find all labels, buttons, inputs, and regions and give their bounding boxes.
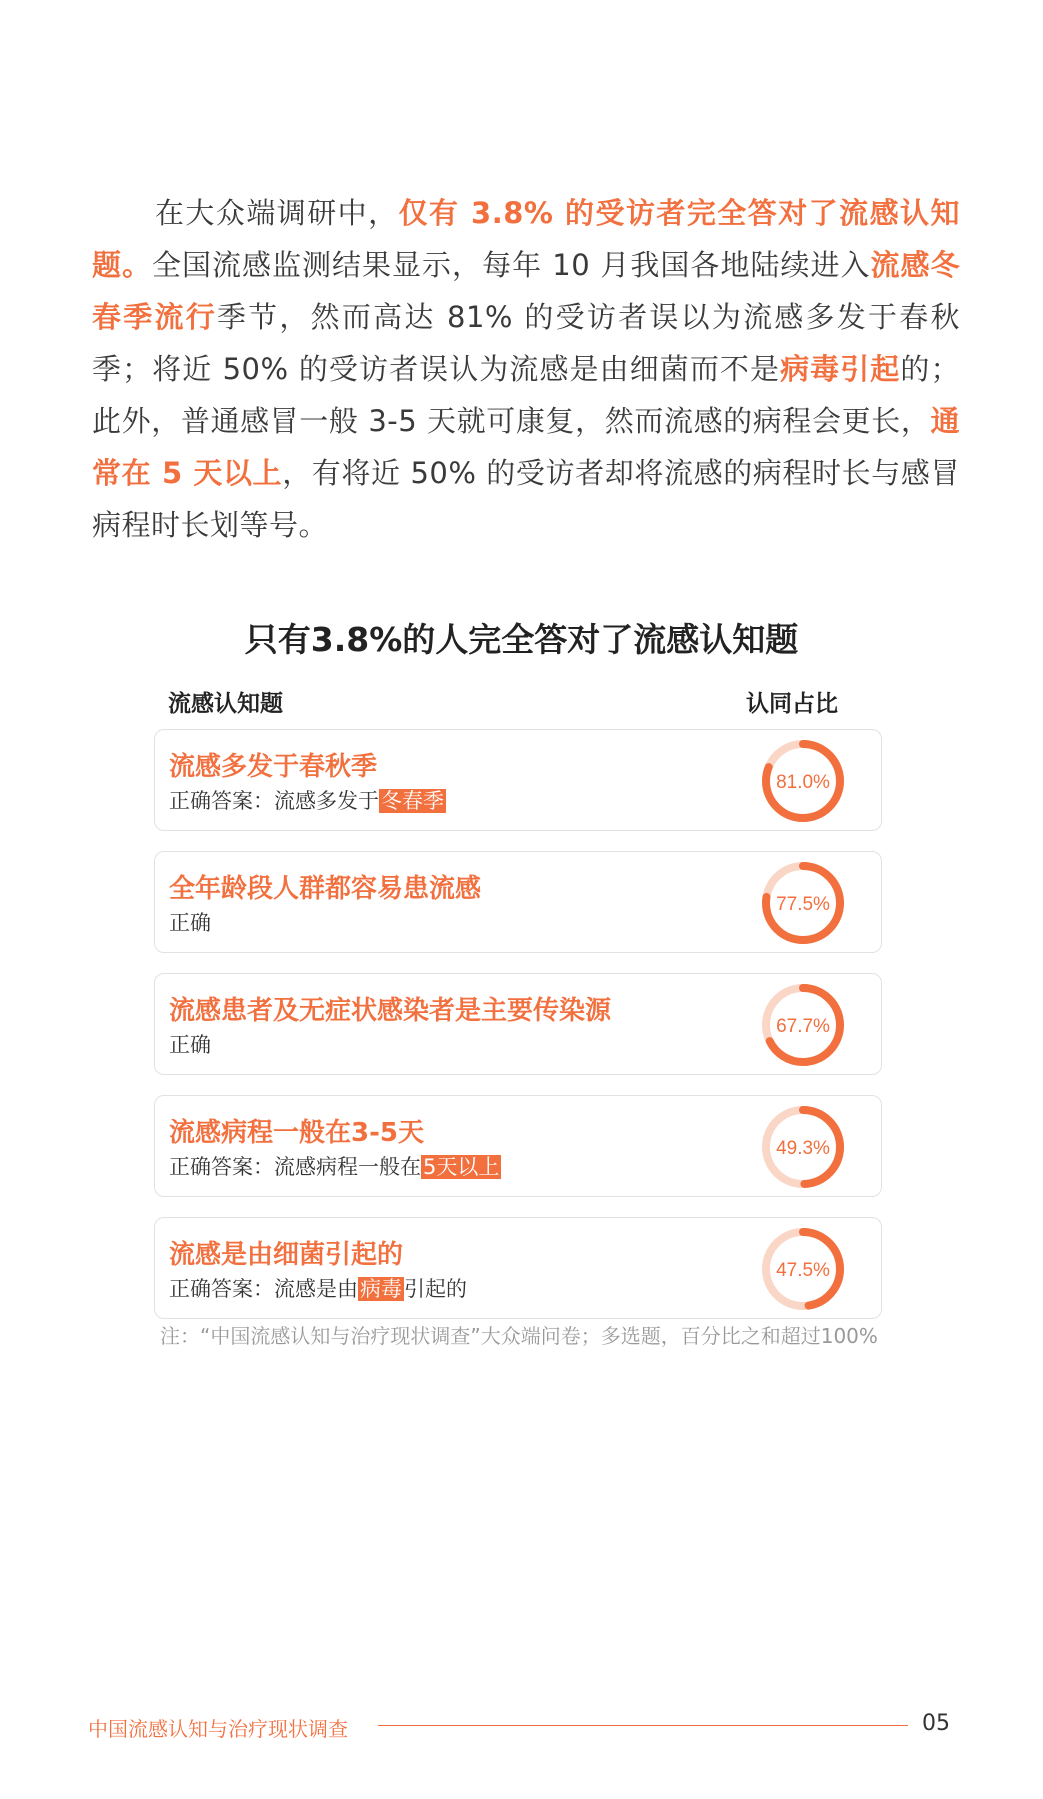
quiz-question: 流感是由细菌引起的 bbox=[169, 1240, 404, 1270]
intro-text-4: 的；此外，普通感冒一般 3-5 天就可康复，然而流感的病程会更长， bbox=[92, 352, 960, 438]
footer-divider bbox=[378, 1725, 908, 1726]
footer-report-title: 中国流感认知与治疗现状调查 bbox=[88, 1717, 348, 1741]
intro-highlight-1: 仅有 3.8% 的受访者完全答对了流感认知题。 bbox=[92, 196, 960, 282]
donut-percent-label: 81.0% bbox=[776, 772, 830, 793]
answer-text-suffix: 引起的 bbox=[404, 1277, 467, 1301]
correct-answer bbox=[169, 1029, 211, 1059]
correct-answer bbox=[169, 1151, 501, 1181]
answer-highlight: 病毒 bbox=[360, 1277, 402, 1301]
percent-donut bbox=[760, 738, 846, 824]
answer-highlight: 冬春季 bbox=[381, 789, 444, 813]
donut-percent-label: 67.7% bbox=[776, 1016, 830, 1037]
answer-text: 正确答案：流感多发于 bbox=[169, 789, 379, 813]
answer-text: 正确 bbox=[169, 1033, 211, 1057]
page-number: 05 bbox=[922, 1711, 950, 1736]
intro-text-3: 季节，然而高达 81% 的受访者误以为流感多发于春秋季；将近 50% 的受访者误认为流感是由细菌而不是 bbox=[92, 300, 960, 386]
answer-text: 正确答案：流感病程一般在 bbox=[169, 1155, 421, 1179]
quiz-card bbox=[154, 1095, 882, 1197]
chart-title: 只有3.8%的人完全答对了流感认知题 bbox=[244, 620, 799, 659]
quiz-card bbox=[154, 1217, 882, 1319]
correct-answer bbox=[169, 907, 211, 937]
intro-paragraph bbox=[92, 187, 960, 551]
percent-donut bbox=[760, 1226, 846, 1312]
intro-text-5: ，有将近 50% 的受访者却将流感的病程时长与感冒病程时长划等号。 bbox=[92, 456, 960, 542]
answer-highlight: 5天以上 bbox=[423, 1155, 500, 1179]
intro-highlight-4: 通常在 5 天以上 bbox=[92, 404, 960, 490]
intro-highlight-2: 流感冬春季流行 bbox=[92, 248, 960, 334]
quiz-question: 流感患者及无症状感染者是主要传染源 bbox=[169, 996, 612, 1026]
quiz-question: 流感多发于春秋季 bbox=[169, 752, 378, 782]
footnote: 注：“中国流感认知与治疗现状调查”大众端问卷；多选题，百分比之和超过100% bbox=[160, 1324, 878, 1348]
donut-percent-label: 49.3% bbox=[776, 1138, 830, 1159]
intro-text-1: 在大众端调研中， bbox=[154, 196, 399, 230]
answer-text: 正确 bbox=[169, 911, 211, 935]
percent-donut bbox=[760, 1104, 846, 1190]
donut-percent-label: 77.5% bbox=[776, 894, 830, 915]
column-header-percent: 认同占比 bbox=[746, 691, 838, 717]
quiz-card bbox=[154, 973, 882, 1075]
column-header-question: 流感认知题 bbox=[168, 691, 283, 717]
intro-text-2: 全国流感监测结果显示，每年 10 月我国各地陆续进入 bbox=[152, 248, 871, 282]
percent-donut bbox=[760, 982, 846, 1068]
donut-percent-label: 47.5% bbox=[776, 1260, 830, 1281]
answer-text: 正确答案：流感是由 bbox=[169, 1277, 358, 1301]
correct-answer bbox=[169, 1273, 467, 1303]
quiz-card bbox=[154, 729, 882, 831]
quiz-card bbox=[154, 851, 882, 953]
percent-donut bbox=[760, 860, 846, 946]
intro-highlight-3: 病毒引起 bbox=[780, 352, 901, 386]
quiz-question: 流感病程一般在3-5天 bbox=[169, 1118, 424, 1148]
quiz-question: 全年龄段人群都容易患流感 bbox=[169, 874, 482, 904]
correct-answer bbox=[169, 785, 446, 815]
